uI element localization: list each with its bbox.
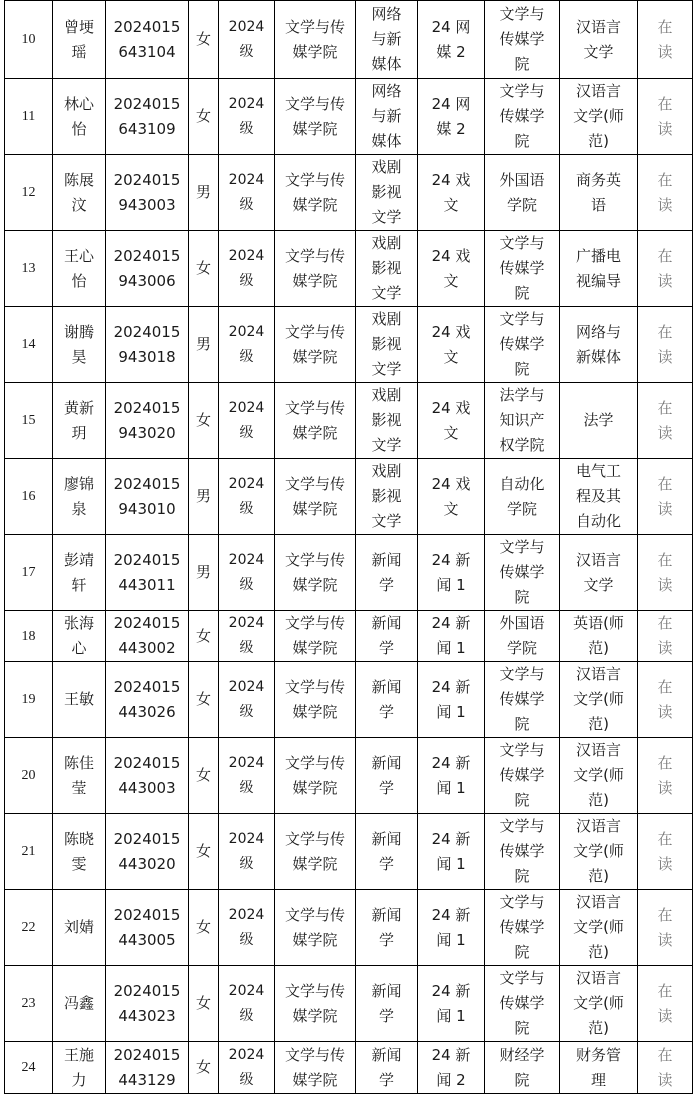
table-row: [5, 1, 693, 79]
cell-student-id: 2024015 443003: [106, 738, 189, 814]
cell-index: 23: [5, 966, 53, 1042]
table-row: [5, 890, 693, 966]
cell-original-class: 24 新 闻 1: [418, 611, 485, 662]
cell-student-name: 陈展 汶: [53, 155, 106, 231]
cell-original-college: 文学与传 媒学院: [275, 155, 356, 231]
cell-new-college: 外国语 学院: [485, 155, 560, 231]
cell-index: 21: [5, 814, 53, 890]
cell-student-name: 谢腾 昊: [53, 307, 106, 383]
cell-gender: 女: [189, 1042, 219, 1094]
cell-new-college: 文学与 传媒学 院: [485, 662, 560, 738]
cell-original-major: 戏剧 影视 文学: [356, 307, 418, 383]
cell-gender: 女: [189, 662, 219, 738]
cell-status: 在 读: [638, 231, 693, 307]
cell-status: 在 读: [638, 459, 693, 535]
cell-status: 在 读: [638, 890, 693, 966]
cell-index: 18: [5, 611, 53, 662]
cell-student-name: 林心 怡: [53, 79, 106, 155]
cell-index: 15: [5, 383, 53, 459]
cell-student-id: 2024015 443129: [106, 1042, 189, 1094]
table-row: [5, 966, 693, 1042]
cell-student-id: 2024015 943010: [106, 459, 189, 535]
cell-original-college: 文学与传 媒学院: [275, 966, 356, 1042]
cell-original-class: 24 新 闻 1: [418, 890, 485, 966]
cell-original-class: 24 新 闻 1: [418, 662, 485, 738]
table-row: [5, 814, 693, 890]
cell-original-college: 文学与传 媒学院: [275, 662, 356, 738]
cell-original-college: 文学与传 媒学院: [275, 1, 356, 79]
cell-new-college: 文学与 传媒学 院: [485, 79, 560, 155]
cell-student-id: 2024015 643109: [106, 79, 189, 155]
cell-original-major: 新闻 学: [356, 1042, 418, 1094]
cell-original-major: 戏剧 影视 文学: [356, 155, 418, 231]
cell-original-college: 文学与传 媒学院: [275, 79, 356, 155]
cell-original-college: 文学与传 媒学院: [275, 611, 356, 662]
cell-original-major: 新闻 学: [356, 890, 418, 966]
cell-grade: 2024 级: [219, 611, 275, 662]
cell-original-major: 网络 与新 媒体: [356, 1, 418, 79]
cell-student-name: 廖锦 泉: [53, 459, 106, 535]
cell-index: 20: [5, 738, 53, 814]
cell-grade: 2024 级: [219, 966, 275, 1042]
cell-grade: 2024 级: [219, 662, 275, 738]
cell-original-college: 文学与传 媒学院: [275, 231, 356, 307]
cell-original-major: 戏剧 影视 文学: [356, 459, 418, 535]
cell-grade: 2024 级: [219, 738, 275, 814]
cell-status: 在 读: [638, 966, 693, 1042]
cell-original-college: 文学与传 媒学院: [275, 814, 356, 890]
cell-grade: 2024 级: [219, 814, 275, 890]
cell-gender: 女: [189, 383, 219, 459]
cell-index: 10: [5, 1, 53, 79]
cell-new-major: 汉语言 文学(师 范): [560, 814, 638, 890]
table-row: [5, 383, 693, 459]
cell-original-college: 文学与传 媒学院: [275, 1042, 356, 1094]
cell-grade: 2024 级: [219, 155, 275, 231]
cell-index: 11: [5, 79, 53, 155]
cell-status: 在 读: [638, 814, 693, 890]
cell-new-major: 汉语言 文学(师 范): [560, 966, 638, 1042]
cell-gender: 女: [189, 79, 219, 155]
cell-status: 在 读: [638, 383, 693, 459]
cell-student-id: 2024015 443005: [106, 890, 189, 966]
cell-student-name: 黄新 玥: [53, 383, 106, 459]
cell-index: 17: [5, 535, 53, 611]
cell-student-name: 王心 怡: [53, 231, 106, 307]
cell-index: 19: [5, 662, 53, 738]
cell-new-major: 汉语言 文学(师 范): [560, 890, 638, 966]
cell-original-major: 网络 与新 媒体: [356, 79, 418, 155]
cell-grade: 2024 级: [219, 890, 275, 966]
cell-student-name: 张海 心: [53, 611, 106, 662]
cell-new-college: 文学与 传媒学 院: [485, 307, 560, 383]
cell-new-college: 法学与 知识产 权学院: [485, 383, 560, 459]
cell-new-major: 汉语言 文学: [560, 1, 638, 79]
cell-new-major: 财务管 理: [560, 1042, 638, 1094]
cell-status: 在 读: [638, 155, 693, 231]
cell-gender: 女: [189, 966, 219, 1042]
cell-original-college: 文学与传 媒学院: [275, 535, 356, 611]
cell-original-major: 新闻 学: [356, 662, 418, 738]
table-row: [5, 231, 693, 307]
cell-status: 在 读: [638, 738, 693, 814]
cell-new-college: 文学与 传媒学 院: [485, 535, 560, 611]
cell-original-major: 新闻 学: [356, 966, 418, 1042]
table-row: [5, 611, 693, 662]
cell-student-name: 冯鑫: [53, 966, 106, 1042]
cell-grade: 2024 级: [219, 79, 275, 155]
cell-gender: 女: [189, 1, 219, 79]
cell-gender: 男: [189, 155, 219, 231]
table-row: [5, 79, 693, 155]
cell-student-id: 2024015 443011: [106, 535, 189, 611]
cell-new-major: 汉语言 文学(师 范): [560, 738, 638, 814]
cell-new-major: 汉语言 文学: [560, 535, 638, 611]
cell-new-major: 汉语言 文学(师 范): [560, 79, 638, 155]
cell-gender: 女: [189, 814, 219, 890]
cell-new-major: 电气工 程及其 自动化: [560, 459, 638, 535]
cell-index: 12: [5, 155, 53, 231]
cell-grade: 2024 级: [219, 231, 275, 307]
cell-original-college: 文学与传 媒学院: [275, 459, 356, 535]
cell-original-college: 文学与传 媒学院: [275, 738, 356, 814]
cell-new-college: 文学与 传媒学 院: [485, 1, 560, 79]
cell-index: 14: [5, 307, 53, 383]
cell-student-id: 2024015 643104: [106, 1, 189, 79]
cell-original-class: 24 新 闻 1: [418, 738, 485, 814]
cell-student-name: 陈佳 莹: [53, 738, 106, 814]
cell-student-id: 2024015 443002: [106, 611, 189, 662]
cell-original-class: 24 戏 文: [418, 459, 485, 535]
cell-new-major: 汉语言 文学(师 范): [560, 662, 638, 738]
cell-grade: 2024 级: [219, 459, 275, 535]
cell-student-id: 2024015 443023: [106, 966, 189, 1042]
cell-status: 在 读: [638, 535, 693, 611]
cell-gender: 女: [189, 890, 219, 966]
cell-new-major: 法学: [560, 383, 638, 459]
table-row: [5, 1042, 693, 1094]
cell-gender: 女: [189, 611, 219, 662]
cell-original-class: 24 新 闻 1: [418, 535, 485, 611]
cell-original-major: 新闻 学: [356, 738, 418, 814]
cell-original-major: 戏剧 影视 文学: [356, 383, 418, 459]
cell-grade: 2024 级: [219, 1042, 275, 1094]
cell-new-major: 英语(师 范): [560, 611, 638, 662]
cell-status: 在 读: [638, 1042, 693, 1094]
cell-grade: 2024 级: [219, 1, 275, 79]
cell-status: 在 读: [638, 662, 693, 738]
table-row: [5, 738, 693, 814]
cell-student-name: 刘婧: [53, 890, 106, 966]
cell-gender: 女: [189, 738, 219, 814]
cell-index: 22: [5, 890, 53, 966]
cell-gender: 男: [189, 535, 219, 611]
cell-new-college: 外国语 学院: [485, 611, 560, 662]
cell-new-major: 广播电 视编导: [560, 231, 638, 307]
cell-index: 13: [5, 231, 53, 307]
cell-grade: 2024 级: [219, 307, 275, 383]
cell-index: 24: [5, 1042, 53, 1094]
table-row: [5, 307, 693, 383]
student-roster-table: [4, 0, 693, 1094]
cell-student-id: 2024015 943020: [106, 383, 189, 459]
cell-student-name: 彭靖 轩: [53, 535, 106, 611]
cell-new-college: 文学与 传媒学 院: [485, 890, 560, 966]
cell-gender: 男: [189, 307, 219, 383]
cell-status: 在 读: [638, 79, 693, 155]
cell-original-class: 24 戏 文: [418, 383, 485, 459]
cell-new-major: 网络与 新媒体: [560, 307, 638, 383]
cell-original-college: 文学与传 媒学院: [275, 383, 356, 459]
cell-gender: 男: [189, 459, 219, 535]
cell-index: 16: [5, 459, 53, 535]
cell-status: 在 读: [638, 611, 693, 662]
cell-original-major: 新闻 学: [356, 535, 418, 611]
cell-original-major: 戏剧 影视 文学: [356, 231, 418, 307]
cell-original-class: 24 戏 文: [418, 307, 485, 383]
cell-original-class: 24 戏 文: [418, 231, 485, 307]
cell-new-college: 文学与 传媒学 院: [485, 814, 560, 890]
cell-original-class: 24 新 闻 1: [418, 814, 485, 890]
cell-original-college: 文学与传 媒学院: [275, 890, 356, 966]
cell-new-college: 财经学 院: [485, 1042, 560, 1094]
cell-new-college: 文学与 传媒学 院: [485, 231, 560, 307]
cell-student-id: 2024015 943006: [106, 231, 189, 307]
cell-original-college: 文学与传 媒学院: [275, 307, 356, 383]
cell-new-college: 文学与 传媒学 院: [485, 966, 560, 1042]
cell-student-name: 陈晓 雯: [53, 814, 106, 890]
cell-original-class: 24 网 媒 2: [418, 79, 485, 155]
cell-status: 在 读: [638, 1, 693, 79]
table-row: [5, 535, 693, 611]
cell-student-name: 王敏: [53, 662, 106, 738]
cell-original-class: 24 戏 文: [418, 155, 485, 231]
cell-original-class: 24 新 闻 2: [418, 1042, 485, 1094]
cell-new-college: 自动化 学院: [485, 459, 560, 535]
cell-original-major: 新闻 学: [356, 814, 418, 890]
cell-student-name: 曾埂 瑶: [53, 1, 106, 79]
cell-student-id: 2024015 443020: [106, 814, 189, 890]
cell-original-class: 24 网 媒 2: [418, 1, 485, 79]
cell-original-class: 24 新 闻 1: [418, 966, 485, 1042]
cell-new-college: 文学与 传媒学 院: [485, 738, 560, 814]
cell-original-major: 新闻 学: [356, 611, 418, 662]
table-row: [5, 155, 693, 231]
cell-gender: 女: [189, 231, 219, 307]
cell-student-id: 2024015 443026: [106, 662, 189, 738]
cell-grade: 2024 级: [219, 383, 275, 459]
cell-grade: 2024 级: [219, 535, 275, 611]
cell-student-id: 2024015 943003: [106, 155, 189, 231]
table-row: [5, 662, 693, 738]
cell-new-major: 商务英 语: [560, 155, 638, 231]
cell-student-name: 王施 力: [53, 1042, 106, 1094]
cell-status: 在 读: [638, 307, 693, 383]
table-row: [5, 459, 693, 535]
cell-student-id: 2024015 943018: [106, 307, 189, 383]
